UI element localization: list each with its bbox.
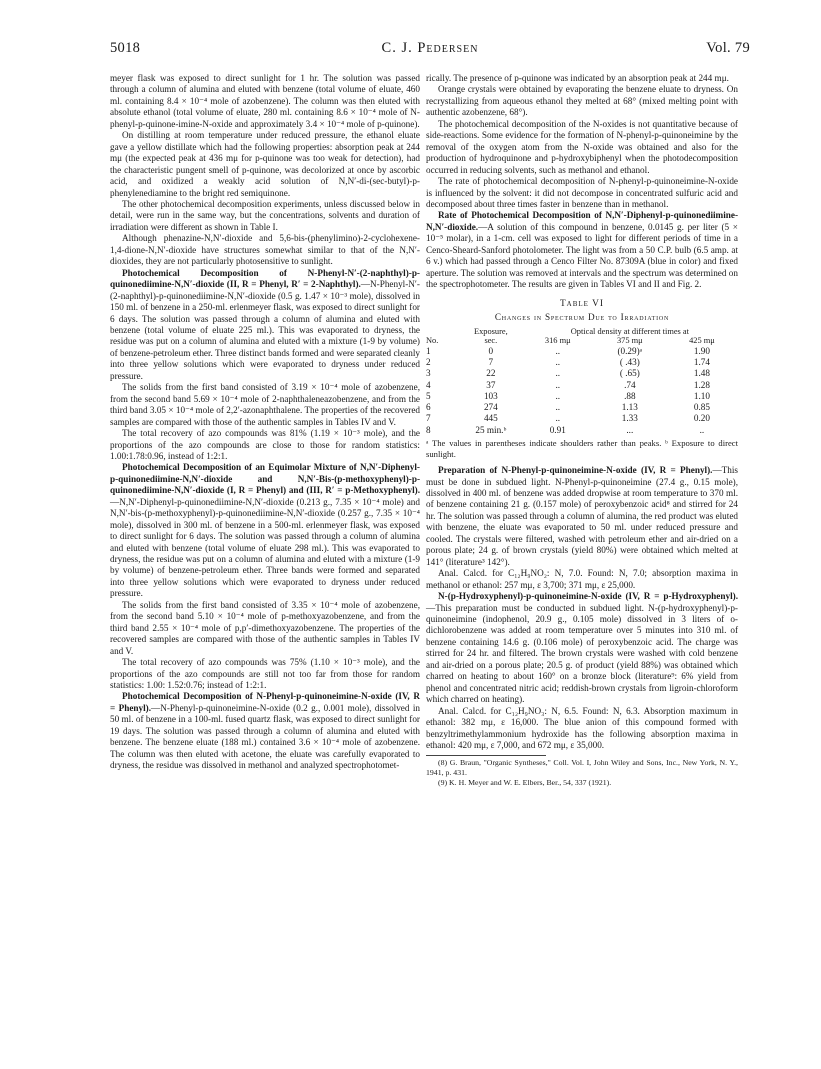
section-heading: Photochemical Decomposition of N-Phenyl-p-quinoneimine-N-oxide (IV, R = Phenyl). — [110, 691, 420, 713]
paragraph: On distilling at room temperature under reduced pressure, the ethanol eluate gave a yellow distillate which had the following properties: absorption peak at 244 mμ (the expected peak at 436 mμ for p-quinone was too weak for detection), had the characteristic pungent smell of p-quinone, was decolorized at once by ascorbic acid, and oxidized a weakly acid solution of N,N′-di-(sec-butyl)-p-phenylenediamine to the bright red semiquinone. — [110, 130, 420, 198]
table-cell: 25 min.ᵇ — [475, 424, 507, 435]
page-number: 5018 — [110, 40, 141, 56]
section-text: —A solution of this compound in benzene, 0.0145 g. per liter (5 × 10⁻⁵ molar), in a 1-cm. cell was exposed to light for different periods of time in a Cenco-Sheard-Sanford photolometer. The light was from a 50 C.P. bulb (6.5 amp. at 6 v.) which had passed through a Cenco Filter No. 87309A (blue in color) and fixed aperture. The solution was removed at intervals and the spectrum was determined on the spectrophotometer. The results are given in Tables VI and II and Fig. 2. — [426, 221, 738, 290]
table-header-cell: Exposure, — [473, 326, 508, 336]
table-cell: 1 — [426, 345, 431, 356]
table-cell: 445 — [483, 413, 498, 424]
section-paragraph — [110, 691, 420, 771]
table-header-cell — [426, 327, 460, 337]
table-cell: 7 — [488, 357, 494, 367]
table-header-cell: 425 mμ — [689, 336, 715, 346]
table-cell: .88 — [624, 390, 636, 401]
table-cell: 5 — [426, 390, 431, 401]
paragraph: The total recovery of azo compounds was 75% (1.10 × 10⁻³ mole), and the proportions of the azo compounds are still not too far from those for random statistics: 1.00: 1.52:0.76; instead of 1:2:1. — [110, 657, 420, 691]
paragraph: The other photochemical decomposition experiments, unless discussed below in detail, were run in the same way, but the concentrations, solvents and duration of irradiation were different as shown in Table I. — [110, 198, 420, 232]
table-header-cell: 375 mμ — [616, 336, 643, 346]
section-text: —This preparation must be conducted in subdued light. N-(p-hydroxyphenyl)-p-quinoneimine (indophenol, 20.9 g., 0.105 mole) dissolved in 3 liters of o-dichlorobenzene was added at room temperature over 5 minutes into 310 ml. of benzene containing 14.6 g. (0.106 mole) of peroxybenzoic acid. The charge was stirred for 24 hr. and filtered. The brown crystals were washed with cold benzene and air-dried on a porous plate; 20.5 g. of product (yield 88%) was obtained which charred on heating to about 160° on a bronze block (literature⁹: 6% yield from phenol and concentrated nitric acid; reddish-brown crystals from ligroin-chloroform which charred on heating). — [426, 602, 738, 705]
table-header-cell: No. — [426, 336, 439, 346]
table-cell: 1.10 — [693, 390, 710, 401]
section-heading: Photochemical Decomposition of an Equimolar Mixture of N,N′-Diphenyl-p-quinonediimine-N,N′-dioxide and N,N′-Bis-(p-methoxyphenyl)-p-quinonediimine-N,N′-dioxide (I, R = Phenyl) and (III, R′ = p-Methoxyphenyl). — [110, 462, 420, 496]
reference: (9) K. H. Meyer and W. E. Elbers, Ber., 54, 337 (1921). — [438, 778, 612, 788]
section-paragraph — [426, 591, 738, 706]
table-row — [426, 357, 738, 368]
paragraph: The total recovery of azo compounds was 81% (1.19 × 10⁻³ mole), and the proportions of the azo compounds are close to those for random statistics: 1.00:1.78:0.96, instead of 1:2:1. — [110, 428, 420, 461]
author-name: C. J. Pedersen — [381, 40, 479, 56]
table-cell: 274 — [483, 402, 498, 413]
table-cell: 4 — [426, 379, 431, 390]
section-paragraph — [110, 268, 420, 383]
table-caption: Changes in Spectrum Due to Irradiation — [494, 312, 670, 323]
table-cell: ( .43) — [619, 357, 640, 367]
table-cell: 0.85 — [693, 402, 710, 413]
paragraph: Although phenazine-N,N′-dioxide and 5,6-bis-(phenylimino)-2-cyclohexene-1,4-dione-N,N′-dioxide have structures somewhat similar to that of the N,N′-dioxides, they are not particularly photosensitive to sunlight. — [110, 233, 420, 267]
reference: (8) G. Braun, "Organic Syntheses," Coll. Vol. I, John Wiley and Sons, Inc., New York, N. Y., 1941, p. 431. — [426, 758, 738, 778]
running-header — [110, 40, 750, 62]
left-column — [110, 73, 420, 772]
table-cell: .. — [555, 357, 561, 367]
table-cell: 7 — [426, 413, 431, 424]
table-cell: 0 — [488, 345, 494, 356]
table-header-cell: sec. — [484, 336, 498, 346]
table-header-row — [426, 336, 738, 346]
table-cell: .. — [699, 424, 705, 435]
section-paragraph — [426, 210, 738, 290]
table-title: Table VI — [559, 298, 605, 309]
table-cell: 1.28 — [693, 379, 710, 390]
table-row — [426, 425, 738, 436]
table-header-cell: 316 mμ — [544, 336, 571, 346]
section-text: —N,N′-Diphenyl-p-quinonediimine-N,N′-dioxide (0.213 g., 7.35 × 10⁻⁴ mole) and N,N′-bis-(p-methoxyphenyl)-p-quinonediimine-N,N′-dioxide (0.257 g., 7.35 × 10⁻⁴ mole), dissolved in 300 ml. of benzene in a 500-ml. erlenmeyer flask, was exposed to direct sunlight for 6 days. The solution was passed through a column of alumina and eluted with benzene (total volume of eluate 298 ml.). This was evaporated to dryness, the residue was put on a column of alumina and eluted with a mixture (1-9 by volume) of benzene-petroleum ether. Three bands were formed and separated into three yellow solutions which were evaporated to dryness under reduced pressure. — [110, 496, 420, 599]
table-cell: 1.74 — [693, 357, 710, 367]
section-text: —This must be done in subdued light. N-Phenyl-p-quinoneimine (27.4 g., 0.15 mole), dissolved in 400 ml. of benzene was added dropwise at room temperature to 370 ml. of benzene containing 21 g. (0.157 mole) of peroxybenzoic acid⁸ and stirred for 24 hr. The solution was passed through a column of alumina, the red product was eluted with benzene, the eluate was evaporated to 50 ml. under reduced pressure and cooled. The crystals were filtered, washed with petroleum ether and air-dried on a porous plate; 24 g. of brown crystals (yield 80%) were obtained which melted at 141° (literature³ 142°). — [426, 465, 738, 567]
table-cell: .. — [555, 413, 561, 424]
table-cell: 0.20 — [693, 413, 710, 424]
section-heading: Photochemical Decomposition of N-Phenyl-N′-(2-naphthyl)-p-quinonediimine-N,N′-dioxide (II, R = Phenyl, R′ = 2-Naphthyl). — [110, 267, 420, 290]
analysis-paragraph: Anal. Calcd. for C₁₂H₉NO₂: N, 7.0. Found: N, 7.0; absorption maxima in methanol or ethanol: 257 mμ, ε 3,700; 371 mμ, ε 25,000. — [426, 568, 738, 590]
table-cell: .. — [555, 390, 561, 401]
table-cell: (0.29)ᵃ — [617, 345, 643, 356]
table-cell: .. — [555, 402, 561, 413]
table-row — [426, 402, 738, 413]
section-heading: Rate of Photochemical Decomposition of N,N′-Diphenyl-p-quinonediimine-N,N′-dioxide. — [426, 210, 738, 232]
section-heading: N-(p-Hydroxyphenyl)-p-quinoneimine-N-oxide (IV, R = p-Hydroxyphenyl). — [438, 591, 738, 602]
section-paragraph — [110, 462, 420, 599]
table-cell: .. — [555, 345, 561, 356]
table-header-row — [426, 327, 738, 337]
table-cell: .74 — [624, 379, 636, 390]
right-column — [426, 73, 738, 788]
paragraph: The rate of photochemical decomposition of N-phenyl-p-quinoneimine-N-oxide is influenced by the solvent: it did not decompose in concentrated sulfuric acid and decomposed about three times faster in benzene than in methanol. — [426, 176, 738, 209]
table-cell: 3 — [426, 368, 431, 379]
table-cell: 6 — [426, 402, 431, 413]
table-row — [426, 368, 738, 379]
table-cell: 0.91 — [549, 424, 566, 435]
section-paragraph — [426, 465, 738, 568]
table-cell: ... — [626, 424, 634, 435]
table-cell: 1.33 — [621, 413, 638, 424]
table-cell: 1.90 — [693, 345, 710, 356]
analysis-paragraph: Anal. Calcd. for C₁₂H₉NO₃: N, 6.5. Found: N, 6.3. Absorption maximum in ethanol: 382 mμ, ε 16,000. The blue anion of this compound formed with benzyltrimethylammonium hydroxide has the following absorption maxima in ethanol: 420 mμ, ε 7,000, and 672 mμ, ε 35,000. — [426, 705, 738, 750]
table-cell: 2 — [426, 357, 431, 367]
table-row — [426, 380, 738, 391]
paragraph: The solids from the first band consisted of 3.35 × 10⁻⁴ mole of azobenzene, from the second band 5.10 × 10⁻⁴ mole of p-methoxyazobenzene, and from the third band 2.55 × 10⁻⁴ mole of p,p′-dimethoxyazobenzene. The properties of the recovered samples are compared with those of the authentic samples in Tables IV and V. — [110, 599, 420, 656]
table-row — [426, 391, 738, 402]
paragraph: meyer flask was exposed to direct sunlight for 1 hr. The solution was passed through a column of alumina and eluted with benzene (total volume of eluate, 460 ml. containing 8.4 × 10⁻⁴ mole of azobenzene). The column was then eluted with absolute ethanol (total volume of eluate, 280 ml. containing 8.6 × 10⁻⁴ mole of N-phenyl-p-quinone-imine-N-oxide and approximately 3.4 × 10⁻⁴ mole of p-quinone). — [110, 73, 420, 129]
table-cell: 103 — [483, 390, 498, 401]
table-cell: 37 — [486, 379, 496, 390]
table-footnote: ᵃ The values in parentheses indicate shoulders rather than peaks. ᵇ Exposure to direct sunlight. — [426, 438, 738, 459]
paragraph: The solids from the first band consisted of 3.19 × 10⁻⁴ mole of azobenzene, from the second band 5.69 × 10⁻⁴ mole of 2-naphthaleneazobenzene, and from the third band 3.05 × 10⁻⁴ mole of 2,2′-azonaphthalene. The properties of the recovered samples are compared with those of the authentic samples in Tables IV and V. — [110, 382, 420, 427]
table-cell: ( .65) — [619, 368, 640, 379]
volume-label: Vol. 79 — [706, 40, 750, 56]
table-cell: .. — [555, 368, 561, 379]
section-text: —N-Phenyl-N′-(2-naphthyl)-p-quinonediimine-N,N′-dioxide (0.5 g. 1.47 × 10⁻³ mole), dissolved in 150 ml. of benzene in a 250-ml. erlenmeyer flask, was exposed to direct sunlight for 6 days. The solution was passed through a column of alumina and eluted with benzene (total volume of eluate 225 ml.). This was evaporated to dryness, the residue was put on a column of alumina and eluted with a mixture (1-9 by volume) of benzene-petroleum ether. Three distinct bands formed and were separated cleanly into three yellow solutions which were evaporated to dryness under reduced pressure. — [110, 279, 420, 381]
paragraph: The photochemical decomposition of the N-oxides is not quantitative because of side-reactions. Some evidence for the formation of N-phenyl-p-quinoneimine by the removal of the oxygen atom from the N-oxide was obtained and also for the production of hydroquinone and p-hydroxybiphenyl when the photodecomposition occurred in reducing solvents, such as methanol and ethanol. — [426, 118, 738, 175]
table-cell: .. — [555, 379, 561, 390]
section-text: —N-Phenyl-p-quinoneimine-N-oxide (0.2 g., 0.001 mole), dissolved in 50 ml. of benzene in a 100-ml. fused quartz flask, was exposed to direct sunlight for 19 days. The solution was passed through a column of alumina and eluted with benzene. The benzene eluate (188 ml.) contained 3.6 × 10⁻⁴ mole of azobenzene. The column was then eluted with acetone, the eluate was carefully evaporated to dryness, the residue was dissolved in methanol and analyzed spectrophotomet- — [110, 702, 420, 771]
table-header-cell: Optical density at different times at — [570, 326, 689, 336]
paragraph: rically. The presence of p-quinone was indicated by an absorption peak at 244 mμ. — [426, 73, 729, 83]
paragraph: Orange crystals were obtained by evaporating the benzene eluate to dryness. On recrystallizing from aqueous ethanol they melted at 68° (mixed melting point with authentic azobenzene, 68°). — [426, 84, 738, 118]
section-heading: Preparation of N-Phenyl-p-quinoneimine-N-oxide (IV, R = Phenyl). — [438, 465, 713, 476]
table-cell: 8 — [426, 424, 431, 435]
footnote-divider — [426, 755, 546, 756]
table-cell: 22 — [486, 368, 496, 379]
table-row — [426, 346, 738, 357]
table-cell: 1.13 — [621, 402, 638, 413]
table-cell: 1.48 — [693, 368, 710, 379]
table-row — [426, 413, 738, 424]
spectrum-table — [426, 327, 738, 437]
